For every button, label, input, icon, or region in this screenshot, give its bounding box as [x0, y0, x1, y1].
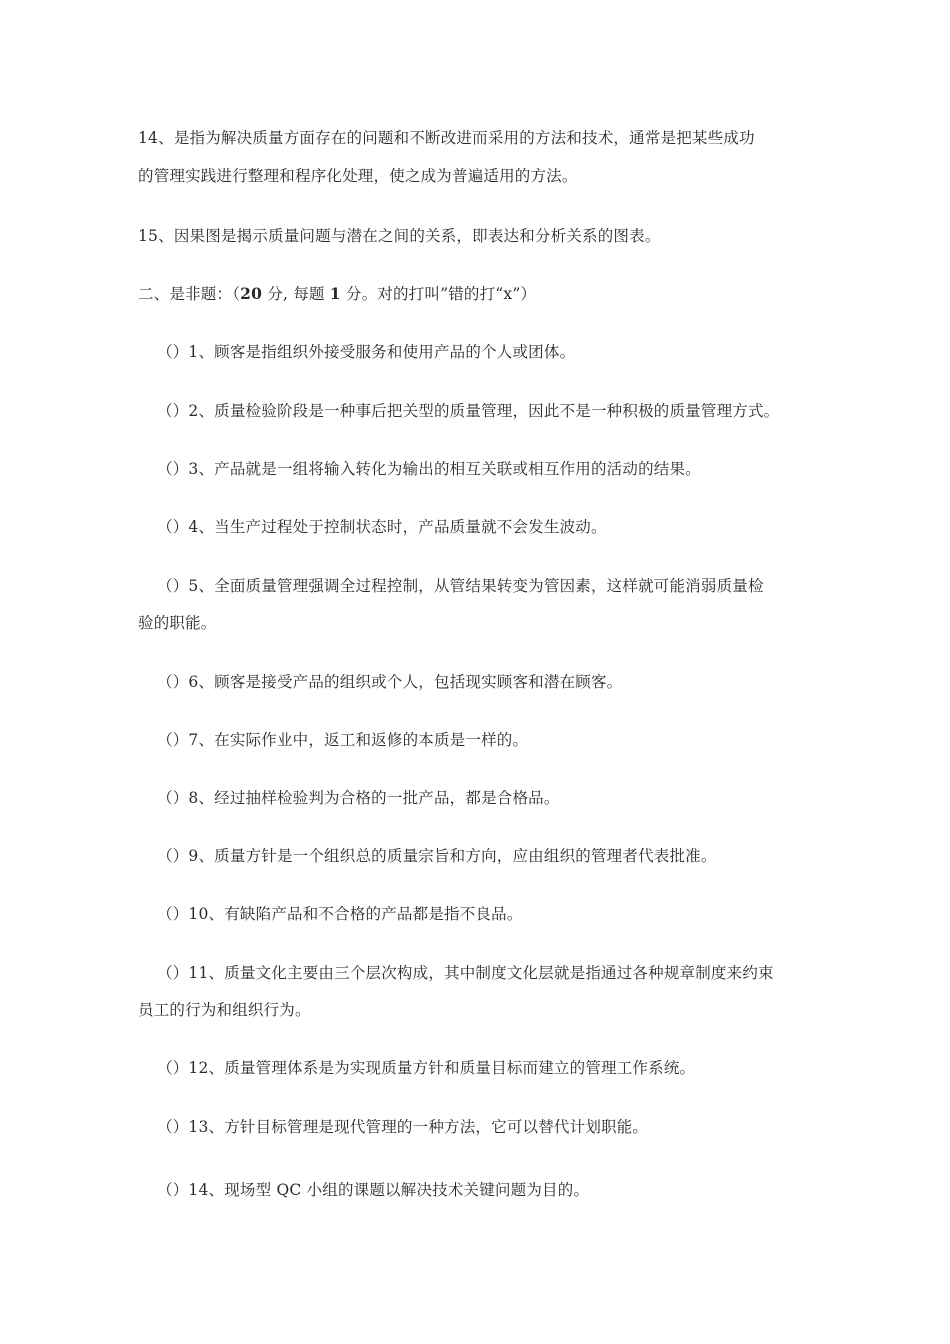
question-14-line-1: 14、是指为解决质量方面存在的问题和不断改进而采用的方法和技术，通常是把某些成功 [138, 129, 755, 147]
tf-item-7: （）7、在实际作业中，返工和返修的本质是一样的。 [157, 731, 529, 749]
question-15: 15、因果图是揭示质量问题与潜在之间的关系，即表达和分析关系的图表。 [138, 227, 661, 245]
tf-item-8: （）8、经过抽样检验判为合格的一批产品，都是合格品。 [157, 789, 560, 807]
tf-item-11-line-1: （）11、质量文化主要由三个层次构成，其中制度文化层就是指通过各种规章制度来约束 [157, 964, 774, 982]
tf-item-2: （）2、质量检验阶段是一种事后把关型的质量管理，因此不是一种积极的质量管理方式。 [157, 402, 780, 420]
tf-item-1: （）1、顾客是指组织外接受服务和使用产品的个人或团体。 [157, 343, 576, 361]
tf-item-12: （）12、质量管理体系是为实现质量方针和质量目标而建立的管理工作系统。 [157, 1059, 696, 1077]
tf-item-5-line-1: （）5、全面质量管理强调全过程控制，从管结果转变为管因素，这样就可能消弱质量检 [157, 577, 764, 595]
section-2-score-each: 1 [329, 284, 341, 303]
section-2-heading-suffix: 分。对的打叫”错的打“x”） [340, 285, 537, 303]
section-2-score-total: 20 [240, 284, 263, 303]
tf-item-13: （）13、方针目标管理是现代管理的一种方法，它可以替代计划职能。 [157, 1118, 649, 1136]
tf-item-11-line-2: 员工的行为和组织行为。 [138, 1001, 311, 1019]
question-14-line-2: 的管理实践进行整理和程序化处理，使之成为普遍适用的方法。 [138, 167, 578, 185]
section-2-heading [138, 284, 536, 304]
section-2-heading-prefix: 二、是非题：（ [138, 285, 241, 303]
tf-item-10: （）10、有缺陷产品和不合格的产品都是指不良品。 [157, 905, 523, 923]
tf-item-6: （）6、顾客是接受产品的组织或个人，包括现实顾客和潜在顾客。 [157, 673, 623, 691]
section-2-score-mid: 分, 每题 [262, 285, 330, 303]
tf-item-4: （）4、当生产过程处于控制状态时，产品质量就不会发生波动。 [157, 518, 607, 536]
tf-item-9: （）9、质量方针是一个组织总的质量宗旨和方向，应由组织的管理者代表批准。 [157, 847, 717, 865]
tf-item-3: （）3、产品就是一组将输入转化为输出的相互关联或相互作用的活动的结果。 [157, 460, 701, 478]
tf-item-5-line-2: 验的职能。 [138, 614, 217, 632]
tf-item-14: （）14、现场型 QC 小组的课题以解决技术关键问题为目的。 [157, 1181, 590, 1199]
